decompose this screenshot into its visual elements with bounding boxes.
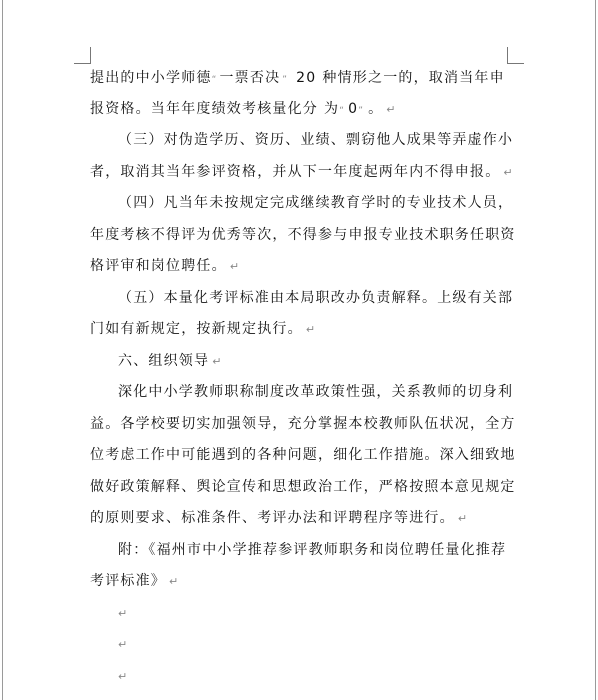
line-17-text: 考评标准》 xyxy=(90,573,166,589)
line-2-close-quote: ” xyxy=(358,106,365,116)
line-3-text: （三）对伪造学历、资历、业绩、剽窃他人成果等弄虚作小 xyxy=(118,132,514,148)
text-line-4 xyxy=(90,160,514,184)
line-1-close-quote: ” xyxy=(282,75,289,85)
text-line-12 xyxy=(90,412,516,436)
text-line-11 xyxy=(118,380,513,404)
paragraph-mark: ↵ xyxy=(118,670,129,683)
line-2-open-quote: “ xyxy=(339,106,346,116)
line-1-text-b: 一票否决 xyxy=(219,70,281,86)
crop-mark-top-left xyxy=(90,47,91,64)
line-12-text: 益。各学校要切实加强领导，充分掌握本校教师队伍状况，全方 xyxy=(90,416,516,432)
line-7-text: 格评审和岗位聘任。 xyxy=(90,258,227,274)
line-16-text: 附：《福州市中小学推荐参评教师职务和岗位聘任量化推荐 xyxy=(118,542,507,558)
page-left-border xyxy=(2,0,3,700)
line-11-text: 深化中小学教师职称制度改革政策性强，关系教师的切身利 xyxy=(118,384,514,400)
text-line-3 xyxy=(118,128,513,152)
line-1-open-quote: “ xyxy=(211,75,218,85)
paragraph-mark: ↵ xyxy=(229,260,241,273)
line-4-text: 者，取消其当年参评资格，并从下一年度起两年内不得申报。 xyxy=(90,164,501,180)
section-heading xyxy=(118,349,223,373)
text-line-6 xyxy=(90,223,516,247)
page-right-border xyxy=(595,0,596,700)
paragraph-mark: ↵ xyxy=(503,166,514,179)
empty-paragraph xyxy=(118,632,128,656)
paragraph-mark: ↵ xyxy=(118,607,129,620)
line-9-text: 门如有新规定，按新规定执行。 xyxy=(90,321,303,337)
text-line-17 xyxy=(90,569,179,593)
text-line-9 xyxy=(90,317,316,341)
paragraph-mark: ↵ xyxy=(386,103,397,116)
crop-mark-top-right xyxy=(507,47,508,64)
line-2-text-b: 为 xyxy=(324,101,340,117)
empty-paragraph xyxy=(118,664,128,688)
line-2-zero: 0 xyxy=(348,101,359,117)
paragraph-mark: ↵ xyxy=(457,512,469,525)
paragraph-mark: ↵ xyxy=(118,638,129,651)
text-line-2 xyxy=(90,97,397,121)
paragraph-mark: ↵ xyxy=(212,355,223,368)
line-15-text: 的原则要求、标准条件、考评办法和评聘程序等进行。 xyxy=(90,510,455,526)
line-13-text: 位考虑工作中可能遇到的各种问题，细化工作措施。深入细致地 xyxy=(90,447,516,463)
line-1-text-c: 种情形之一的，取消当年申 xyxy=(322,70,505,86)
text-line-15 xyxy=(90,506,468,530)
text-line-13 xyxy=(90,443,516,467)
text-line-1 xyxy=(90,66,505,90)
section-heading-text: 六、组织领导 xyxy=(118,353,210,369)
line-2-period: 。 xyxy=(368,101,384,117)
text-line-8 xyxy=(118,286,513,310)
line-5-text: （四）凡当年未按规定完成继续教育学时的专业技术人员， xyxy=(118,195,514,211)
line-6-text: 年度考核不得评为优秀等次，不得参与申报专业技术职务任职资 xyxy=(90,227,516,243)
line-1-text-a: 提出的中小学师德 xyxy=(90,70,212,86)
text-line-7 xyxy=(90,254,240,278)
text-line-14 xyxy=(90,475,516,499)
paragraph-mark: ↵ xyxy=(169,575,180,588)
text-line-5 xyxy=(118,191,513,215)
paragraph-mark: ↵ xyxy=(305,323,317,336)
line-14-text: 做好政策解释、舆论宣传和思想政治工作，严格按照本意见规定 xyxy=(90,479,516,495)
empty-paragraph xyxy=(118,601,128,625)
crop-mark-top-right-horizontal xyxy=(507,63,524,64)
line-8-text: （五）本量化考评标准由本局职改办负责解释。上级有关部 xyxy=(118,290,514,306)
text-line-16 xyxy=(118,538,506,562)
line-2-text-a: 报资格。当年年度绩效考核量化分 xyxy=(90,101,318,117)
crop-mark-top-left-horizontal xyxy=(74,63,91,64)
line-1-number: 20 xyxy=(296,70,317,86)
